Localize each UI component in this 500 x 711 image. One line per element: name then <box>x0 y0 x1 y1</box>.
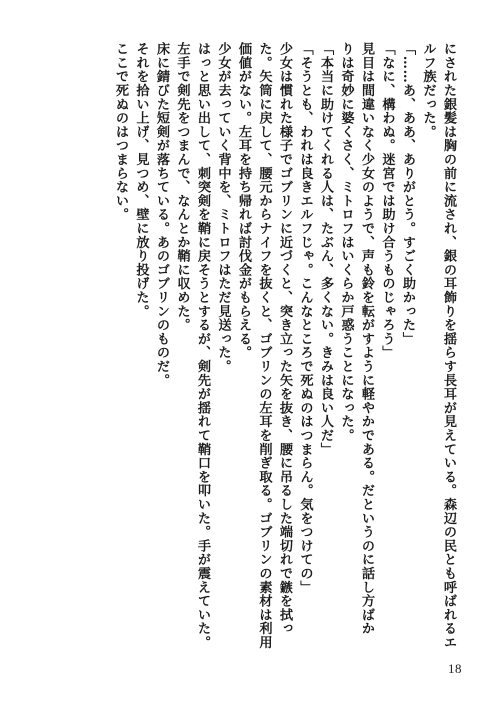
text-line: 「そうとも、われは良きエルフじゃ。こんなところで死ぬのはつまらん。気をつけての」 <box>297 42 313 594</box>
text-line: 価値がない。左耳を持ち帰れば討伐金がもらえる。 <box>236 42 251 360</box>
text-line: ここで死ぬのはつまらない。 <box>113 42 128 222</box>
text-line: 「なに、構わぬ。迷宮では助け合うものじゃろう」 <box>379 42 395 360</box>
text-line: た。矢筒に戻して、腰元からナイフを抜くと、ゴブリンの左耳を削ぎ取る。ゴブリンの素材は利用 <box>256 42 272 650</box>
text-line: 見目は間違いなく少女のようで、声も鈴を転がすように軽やかである。だというのに話し方ばか <box>359 42 374 636</box>
text-line: りは奇妙に婆くさく、ミトロフはいくらか戸惑うことになった。 <box>338 42 354 443</box>
text-line: 「本当に助けてくれる人は、たぶん、多くない。きみは良い人だ」 <box>318 42 333 456</box>
text-line: はっと思い出して、刺突剣を鞘に戻そうとするが、剣先が揺れて鞘口を叩いた。手が震えていた。 <box>195 42 210 650</box>
text-line: ルフ族だった。 <box>420 42 436 139</box>
page-number: 18 <box>448 661 462 676</box>
text-line: にされた銀髪は胸の前に流され、銀の耳飾りを揺らす長耳が見えている。森辺の民とも呼ばれるエ <box>441 42 456 650</box>
text-line: 少女は慣れた様子でゴブリンに近づくと、突き立った矢を抜き、腰に吊るした端切れで鏃を拭っ <box>277 42 292 636</box>
vertical-text-body <box>58 42 458 662</box>
text-line: それを拾い上げ、見つめ、壁に放り投げた。 <box>133 42 149 318</box>
text-line: 左手で剣先をつまんで、なんとか鞘に収めた。 <box>174 42 190 332</box>
text-line: 「……あ、ああ、ありがとう。すごく助かった」 <box>400 42 415 346</box>
text-line: 少女が去っていく背中を、ミトロフはただ見送った。 <box>215 42 231 374</box>
text-line: 床に錆びた短剣が落ちている。あのゴブリンのものだ。 <box>154 42 169 387</box>
